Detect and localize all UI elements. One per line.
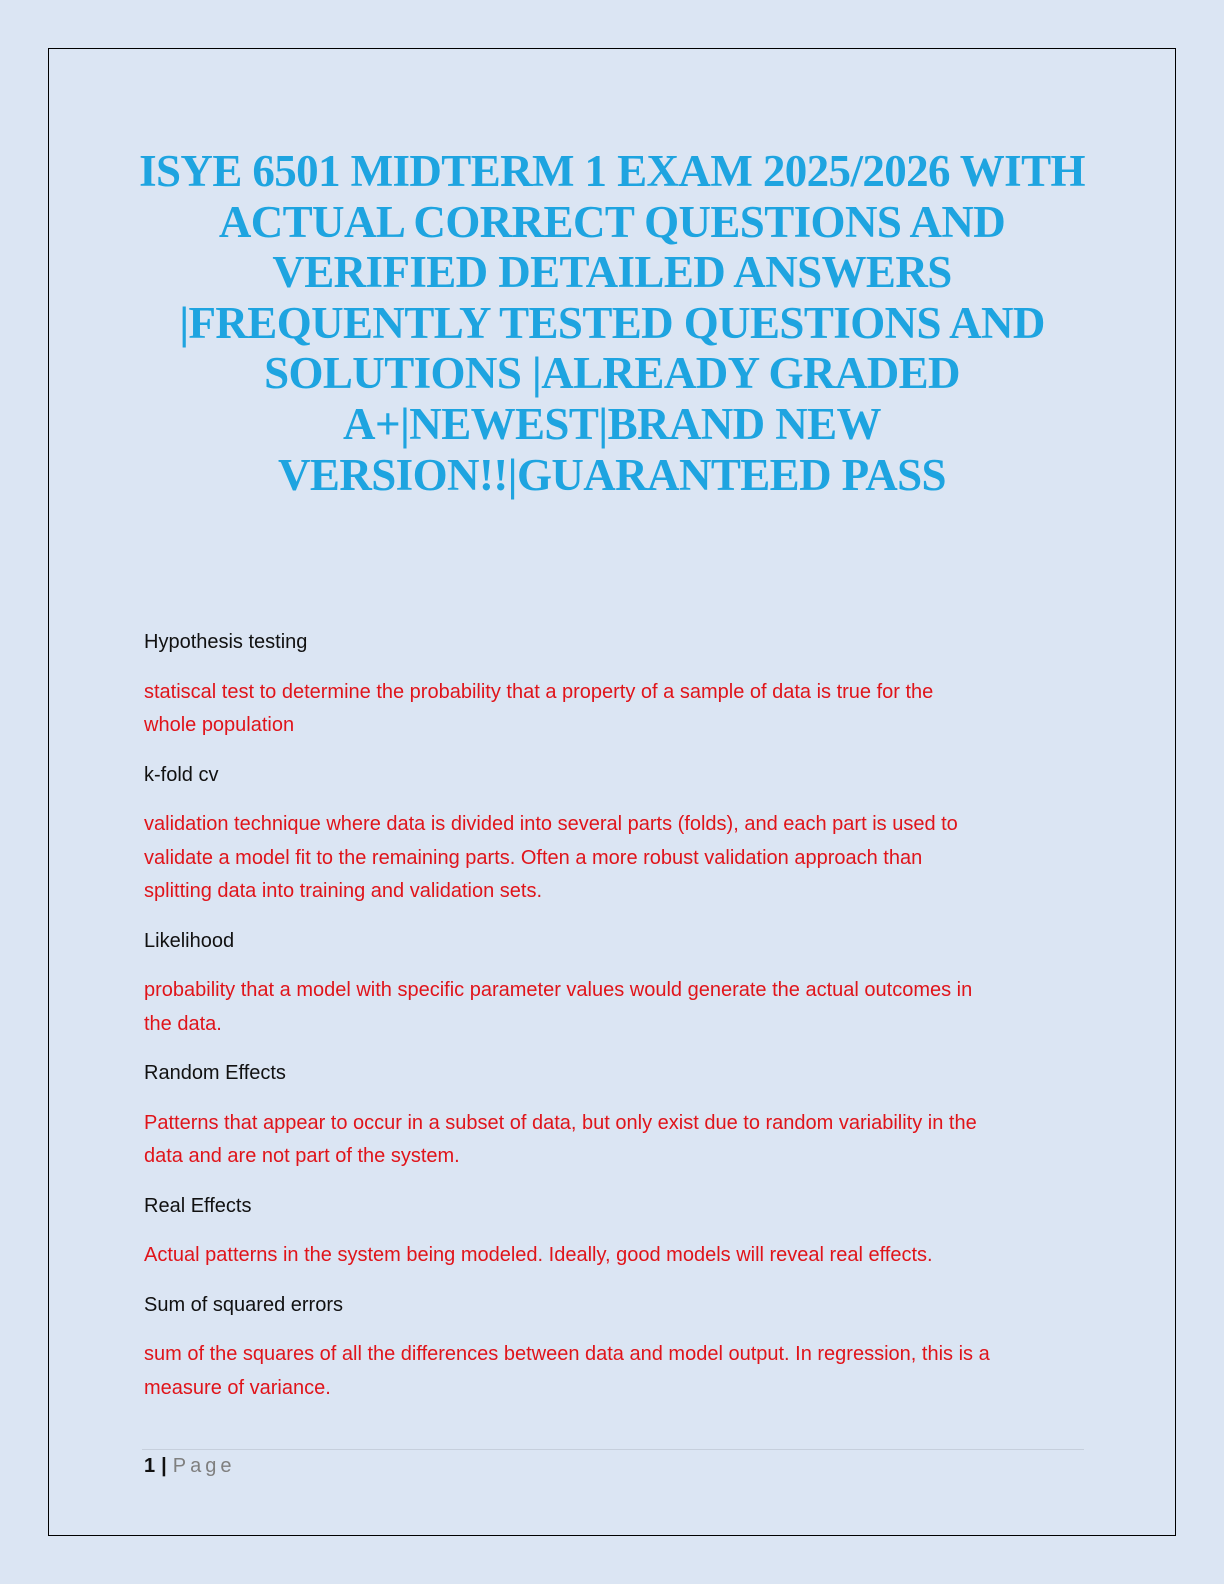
page-number: 1: [144, 1455, 156, 1477]
title-line: SOLUTIONS |ALREADY GRADED: [264, 348, 960, 399]
term-real-effects: Real Effects: [144, 1194, 252, 1217]
definition-real-effects: [144, 1239, 1088, 1273]
footer-separator: |: [161, 1455, 167, 1477]
definition-sum-of-squared-errors: [144, 1338, 1088, 1405]
definition-k-fold-cv: [144, 808, 1088, 909]
glossary-content: [144, 626, 1088, 1421]
page-footer: [144, 1451, 235, 1481]
term-likelihood: Likelihood: [144, 929, 235, 952]
definition-line: probability that a model with specific parameter values would generate the actual outcomes in: [144, 979, 973, 1001]
term-random-effects: Random Effects: [144, 1062, 286, 1084]
title-line: A+|NEWEST|BRAND NEW: [343, 398, 881, 449]
footer-divider: [142, 1449, 1084, 1450]
definition-line: Patterns that appear to occur in a subset of data, but only exist due to random variability in the: [144, 1111, 977, 1134]
definition-line: measure of variance.: [144, 1376, 331, 1399]
definition-line: validation technique where data is divided into several parts (folds), and each part is used to: [144, 813, 958, 835]
definition-line: validate a model fit to the remaining parts. Often a more robust validation approach than: [144, 846, 923, 869]
title-line: VERSION!!|GUARANTEED PASS: [278, 449, 946, 500]
definition-line: whole population: [144, 714, 295, 736]
document-title: [120, 146, 1104, 500]
title-line: ISYE 6501 MIDTERM 1 EXAM 2025/2026 WITH: [139, 146, 1085, 196]
definition-hypothesis-testing: [144, 676, 1088, 743]
definition-line: sum of the squares of all the differences between data and model output. In regression, this is a: [144, 1343, 990, 1365]
title-line: |FREQUENTLY TESTED QUESTIONS AND: [179, 297, 1045, 348]
title-line: VERIFIED DETAILED ANSWERS: [272, 247, 952, 298]
definition-line: statiscal test to determine the probability that a property of a sample of data is true for the: [144, 680, 934, 703]
definition-likelihood: [144, 974, 1088, 1041]
definition-random-effects: [144, 1107, 1088, 1174]
page-label: Page: [172, 1455, 236, 1477]
title-line: ACTUAL CORRECT QUESTIONS AND: [218, 196, 1006, 247]
definition-line: data and are not part of the system.: [144, 1145, 460, 1167]
term-hypothesis-testing: Hypothesis testing: [144, 631, 308, 653]
term-k-fold-cv: k-fold cv: [144, 763, 219, 786]
definition-line: the data.: [144, 1012, 222, 1035]
definition-line: Actual patterns in the system being modeled. Ideally, good models will reveal real effects.: [144, 1244, 933, 1266]
definition-line: splitting data into training and validation sets.: [144, 880, 543, 902]
term-sum-of-squared-errors: Sum of squared errors: [144, 1293, 343, 1316]
